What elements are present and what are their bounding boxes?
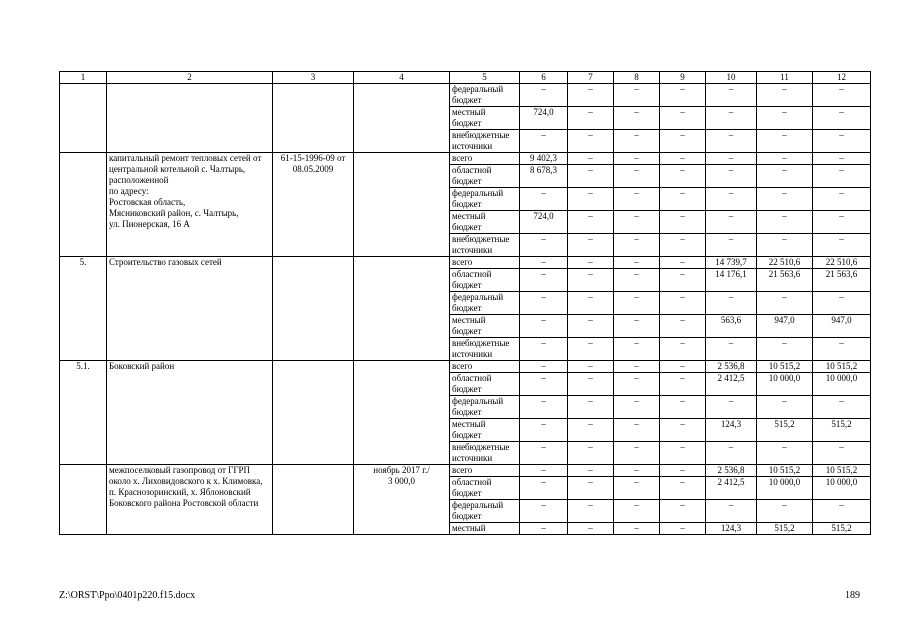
amount-cell: – [568,269,614,292]
amount-cell: 947,0 [813,315,871,338]
amount-cell: – [614,500,660,523]
amount-cell: – [568,292,614,315]
item-document [273,257,354,361]
funding-source: областной бюджет [450,165,520,188]
amount-cell: – [614,373,660,396]
amount-cell: – [813,500,871,523]
amount-cell: – [614,234,660,257]
amount-cell: – [568,315,614,338]
amount-cell: – [614,396,660,419]
amount-cell: 2 536,8 [706,361,757,373]
amount-cell: – [813,338,871,361]
amount-cell: 2 536,8 [706,465,757,477]
amount-cell: – [520,269,568,292]
header-row [60,72,871,84]
amount-cell: 10 000,0 [813,373,871,396]
amount-cell: – [568,153,614,165]
amount-cell: – [520,130,568,153]
funding-source: местный [450,523,520,535]
amount-cell: – [757,153,813,165]
amount-cell: – [520,361,568,373]
amount-cell: – [813,188,871,211]
amount-cell: 515,2 [757,523,813,535]
amount-cell: – [614,257,660,269]
amount-cell: – [568,107,614,130]
item-number: 5. [60,257,107,361]
amount-cell: – [660,211,706,234]
amount-cell: – [568,165,614,188]
amount-cell: – [568,442,614,465]
amount-cell: – [757,188,813,211]
column-header: 4 [354,72,450,84]
item-number [60,465,107,535]
column-header: 11 [757,72,813,84]
amount-cell: – [813,130,871,153]
amount-cell: – [520,419,568,442]
amount-cell: – [568,130,614,153]
column-header: 7 [568,72,614,84]
amount-cell: – [520,315,568,338]
funding-source: внебюджетные источники [450,442,520,465]
amount-cell: 10 515,2 [813,465,871,477]
item-document: 61-15-1996-09 от 08.05.2009 [273,153,354,257]
amount-cell: – [614,477,660,500]
amount-cell: – [520,523,568,535]
column-header: 12 [813,72,871,84]
funding-source: внебюджетные источники [450,338,520,361]
amount-cell: – [706,107,757,130]
amount-cell: – [706,188,757,211]
amount-cell: – [660,292,706,315]
amount-cell: – [614,465,660,477]
amount-cell: – [706,234,757,257]
amount-cell: – [757,442,813,465]
amount-cell: 124,3 [706,419,757,442]
item-number [60,84,107,153]
amount-cell: – [706,153,757,165]
amount-cell: – [757,165,813,188]
funding-source: областной бюджет [450,373,520,396]
item-name: Строительство газовых сетей [107,257,273,361]
amount-cell: – [568,523,614,535]
amount-cell: 2 412,5 [706,373,757,396]
amount-cell: – [568,188,614,211]
amount-cell: – [660,361,706,373]
funding-source: внебюджетные источники [450,130,520,153]
amount-cell: – [757,107,813,130]
amount-cell: – [568,84,614,107]
funding-source: местный бюджет [450,419,520,442]
amount-cell: 22 510,6 [757,257,813,269]
amount-cell: – [614,107,660,130]
amount-cell: – [520,465,568,477]
amount-cell: – [757,500,813,523]
amount-cell: – [568,500,614,523]
amount-cell: – [568,419,614,442]
amount-cell: – [706,500,757,523]
amount-cell: 724,0 [520,107,568,130]
amount-cell: – [660,338,706,361]
table-row [60,84,871,107]
amount-cell: 10 000,0 [757,373,813,396]
funding-source: федеральный бюджет [450,500,520,523]
amount-cell: – [614,188,660,211]
amount-cell: – [520,373,568,396]
amount-cell: – [660,153,706,165]
column-header: 3 [273,72,354,84]
amount-cell: – [568,211,614,234]
amount-cell: – [568,338,614,361]
funding-source: всего [450,465,520,477]
column-header: 5 [450,72,520,84]
amount-cell: – [614,130,660,153]
amount-cell: – [520,500,568,523]
amount-cell: – [813,84,871,107]
amount-cell: 10 515,2 [757,465,813,477]
amount-cell: – [660,234,706,257]
amount-cell: 515,2 [757,419,813,442]
amount-cell: – [660,419,706,442]
amount-cell: – [660,165,706,188]
amount-cell: – [614,315,660,338]
amount-cell: – [614,338,660,361]
budget-table [59,71,871,535]
amount-cell: – [706,165,757,188]
funding-source: всего [450,153,520,165]
amount-cell: – [614,523,660,535]
amount-cell: – [520,338,568,361]
item-deadline-cost [354,84,450,153]
funding-source: федеральный бюджет [450,84,520,107]
amount-cell: 10 000,0 [813,477,871,500]
amount-cell: – [813,153,871,165]
amount-cell: – [568,477,614,500]
amount-cell: – [757,130,813,153]
funding-source: местный бюджет [450,315,520,338]
amount-cell: – [614,165,660,188]
amount-cell: – [614,442,660,465]
amount-cell: – [568,361,614,373]
amount-cell: – [757,234,813,257]
amount-cell: – [813,292,871,315]
amount-cell: – [568,396,614,419]
footer-page-number: 189 [845,590,860,601]
amount-cell: – [614,84,660,107]
amount-cell: – [706,130,757,153]
column-header: 6 [520,72,568,84]
funding-source: всего [450,257,520,269]
table-row [60,361,871,373]
item-deadline-cost [354,361,450,465]
amount-cell: – [568,373,614,396]
amount-cell: – [660,442,706,465]
item-document [273,361,354,465]
amount-cell: 10 515,2 [757,361,813,373]
amount-cell: – [520,442,568,465]
amount-cell: – [520,292,568,315]
amount-cell: – [660,465,706,477]
item-deadline-cost [354,153,450,257]
amount-cell: – [614,419,660,442]
item-name [107,84,273,153]
amount-cell: – [660,130,706,153]
funding-source: федеральный бюджет [450,396,520,419]
amount-cell: – [706,211,757,234]
amount-cell: – [568,257,614,269]
amount-cell: 8 678,3 [520,165,568,188]
amount-cell: – [660,523,706,535]
funding-source: всего [450,361,520,373]
amount-cell: – [706,84,757,107]
amount-cell: – [660,477,706,500]
item-name: Боковский район [107,361,273,465]
amount-cell: – [706,442,757,465]
table-row [60,153,871,165]
amount-cell: 10 000,0 [757,477,813,500]
amount-cell: – [813,234,871,257]
amount-cell: 563,6 [706,315,757,338]
column-header: 8 [614,72,660,84]
amount-cell: – [706,292,757,315]
item-name: капитальный ремонт тепловых сетей от центральной котельной с. Чалтырь, расположенной по адресу: Ростовская область, Мясниковский район, с. Чалтырь, ул. Пионерская, 16 А [107,153,273,257]
amount-cell: – [757,396,813,419]
item-number [60,153,107,257]
column-header: 10 [706,72,757,84]
amount-cell: – [568,465,614,477]
funding-source: областной бюджет [450,269,520,292]
amount-cell: – [813,396,871,419]
amount-cell: – [614,153,660,165]
column-header: 1 [60,72,107,84]
amount-cell: – [520,234,568,257]
column-header: 2 [107,72,273,84]
amount-cell: 947,0 [757,315,813,338]
amount-cell: – [614,211,660,234]
funding-source: федеральный бюджет [450,188,520,211]
amount-cell: – [660,188,706,211]
amount-cell: – [660,373,706,396]
amount-cell: 21 563,6 [757,269,813,292]
amount-cell: – [520,84,568,107]
table-row [60,257,871,269]
table-row [60,465,871,477]
item-number: 5.1. [60,361,107,465]
amount-cell: 515,2 [813,523,871,535]
amount-cell: 124,3 [706,523,757,535]
funding-source: федеральный бюджет [450,292,520,315]
amount-cell: 2 412,5 [706,477,757,500]
amount-cell: – [660,396,706,419]
item-document [273,84,354,153]
amount-cell: – [520,188,568,211]
amount-cell: – [660,500,706,523]
footer-file-path: Z:\ORST\Ppo\0401p220.f15.docx [59,590,196,601]
amount-cell: – [614,292,660,315]
amount-cell: – [813,211,871,234]
amount-cell: – [520,396,568,419]
amount-cell: 10 515,2 [813,361,871,373]
funding-source: внебюджетные источники [450,234,520,257]
amount-cell: – [706,396,757,419]
amount-cell: – [660,269,706,292]
amount-cell: – [757,84,813,107]
amount-cell: – [614,269,660,292]
amount-cell: – [660,107,706,130]
amount-cell: – [757,338,813,361]
item-deadline-cost: ноябрь 2017 г./ 3 000,0 [354,465,450,535]
amount-cell: – [757,292,813,315]
funding-source: областной бюджет [450,477,520,500]
amount-cell: – [660,257,706,269]
amount-cell: 724,0 [520,211,568,234]
funding-source: местный бюджет [450,107,520,130]
amount-cell: – [757,211,813,234]
item-name: межпоселковый газопровод от ГГРП около х. Лиховидовского к х. Климовка, п. Краснозоринский, х. Яблоновский Боковского района Ростовской области [107,465,273,535]
amount-cell: – [614,361,660,373]
amount-cell: – [813,442,871,465]
amount-cell: – [660,315,706,338]
amount-cell: 14 739,7 [706,257,757,269]
column-header: 9 [660,72,706,84]
amount-cell: 14 176,1 [706,269,757,292]
amount-cell: – [520,257,568,269]
amount-cell: – [813,165,871,188]
amount-cell: – [706,338,757,361]
funding-source: местный бюджет [450,211,520,234]
item-deadline-cost [354,257,450,361]
amount-cell: 21 563,6 [813,269,871,292]
amount-cell: – [520,477,568,500]
amount-cell: – [813,107,871,130]
amount-cell: – [660,84,706,107]
amount-cell: 515,2 [813,419,871,442]
item-document [273,465,354,535]
amount-cell: 9 402,3 [520,153,568,165]
amount-cell: 22 510,6 [813,257,871,269]
amount-cell: – [568,234,614,257]
